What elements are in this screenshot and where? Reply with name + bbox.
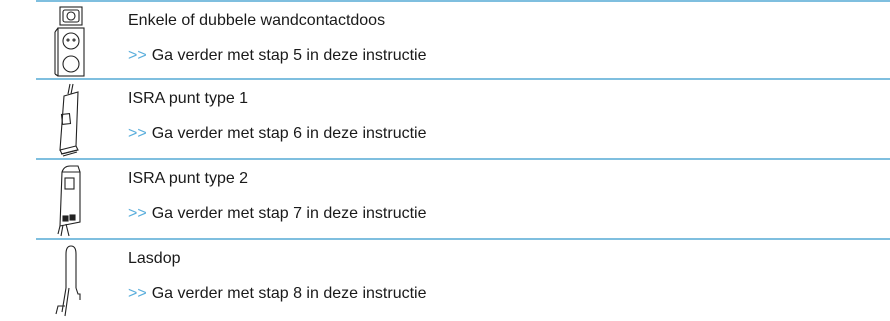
instruction-text: Ga verder met stap 5 in deze instructie	[151, 47, 427, 64]
instruction-line	[128, 124, 426, 144]
instruction-line	[128, 284, 426, 304]
lasdop-icon	[36, 240, 118, 321]
connection-title: ISRA punt type 2	[128, 170, 249, 187]
connection-row-isra-type-2	[36, 160, 890, 240]
connection-title: Lasdop	[128, 250, 181, 267]
connection-title: ISRA punt type 1	[128, 90, 249, 107]
arrow-marker: >>	[128, 205, 147, 222]
arrow-marker: >>	[128, 125, 147, 142]
wall-socket-icon	[36, 2, 118, 78]
instruction-text: Ga verder met stap 8 in deze instructie	[151, 285, 427, 302]
connection-type-table	[36, 0, 890, 321]
isra-type-1-icon	[36, 80, 118, 158]
connection-row-lasdop	[36, 240, 890, 321]
arrow-marker: >>	[128, 47, 147, 64]
instruction-text: Ga verder met stap 6 in deze instructie	[151, 125, 427, 142]
instruction-line	[128, 204, 426, 224]
connection-title: Enkele of dubbele wandcontactdoos	[128, 12, 386, 29]
connection-row-wall-socket	[36, 0, 890, 80]
isra-type-2-icon	[36, 160, 118, 238]
instruction-line	[128, 46, 426, 66]
connection-row-isra-type-1	[36, 80, 890, 160]
instruction-text: Ga verder met stap 7 in deze instructie	[151, 205, 427, 222]
arrow-marker: >>	[128, 285, 147, 302]
